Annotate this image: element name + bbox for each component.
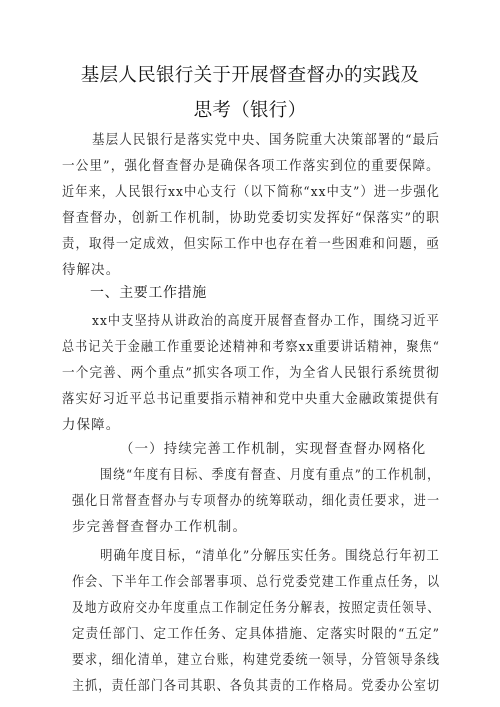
paragraph-line: 待解决。	[62, 263, 121, 278]
paragraph-line: 责，取得一定成效，但实际工作中也存在着一些困难和问题，亟	[62, 237, 440, 252]
paragraph-line: 步完善督查督办工作机制。	[72, 520, 248, 535]
section-heading: 一、主要工作措施	[90, 285, 207, 301]
paragraph-line: 力保障。	[62, 418, 121, 433]
document-title-line2: 思考（银行）	[193, 100, 307, 121]
paragraph-line: 要求，细化清单，建立台账，构建党委统一领导，分管领导条线	[72, 653, 441, 668]
subsection-heading: （一）持续完善工作机制，实现督查督办网格化	[120, 442, 427, 457]
paragraph-line: 督查督办，创新工作机制，协助党委切实发挥好“保落实”的职	[62, 211, 441, 226]
paragraph-line: xx中支坚持从讲政治的高度开展督查督办工作，围绕习近平	[92, 314, 440, 329]
document-title-line1: 基层人民银行关于开展督查督办的实践及	[80, 65, 420, 86]
paragraph-line: 一公里”，强化督查督办是确保各项工作落实到位的重要保障。	[62, 159, 440, 174]
paragraph-line: 主抓，责任部门各司其职、各负其责的工作格局。党委办公室切	[72, 679, 441, 694]
paragraph-line: 及地方政府交办年度重点工作制定任务分解表，按照定责任领导、	[72, 601, 441, 616]
paragraph-line: 总书记关于金融工作重要论述精神和考察xx重要讲话精神，聚焦“	[62, 340, 440, 355]
paragraph-line: 围绕“年度有目标、季度有督查、月度有重点”的工作机制，	[100, 468, 441, 483]
paragraph-line: 明确年度目标，“清单化”分解压实任务。围绕总行年初工	[100, 549, 440, 564]
paragraph-line: 基层人民银行是落实党中央、国务院重大决策部署的“最后	[92, 133, 440, 148]
paragraph-line: 强化日常督查督办与专项督办的统筹联动，细化责任要求，进一	[72, 494, 441, 509]
paragraph-line: 近年来，人民银行xx中心支行（以下简称“xx中支”）进一步强化	[62, 185, 441, 200]
paragraph-line: 定责任部门、定工作任务、定具体措施、定落实时限的“五定”	[72, 627, 441, 642]
paragraph-line: 一个完善、两个重点”抓实各项工作，为全省人民银行系统贯彻	[62, 366, 440, 381]
paragraph-line: 作会、下半年工作会部署事项、总行党委党建工作重点任务，以	[72, 575, 441, 590]
paragraph-line: 落实好习近平总书记重要指示精神和党中央重大金融政策提供有	[62, 392, 440, 407]
